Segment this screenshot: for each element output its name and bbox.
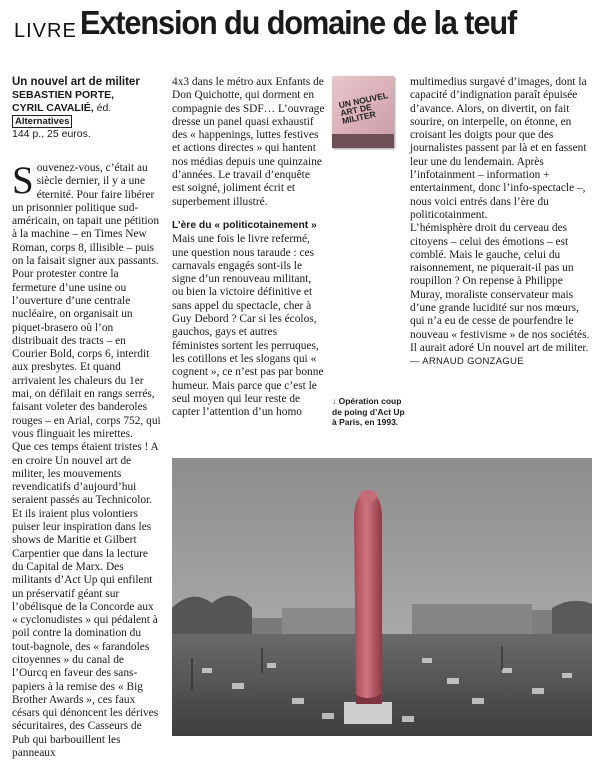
article-column-2 [172, 76, 325, 419]
article-column-3 [410, 76, 592, 369]
editor-abbr: éd. [96, 102, 112, 115]
publisher: Alternatives [12, 115, 72, 128]
author-2: CYRIL CAVALIÉ, [12, 102, 94, 115]
condom-tip [359, 490, 377, 502]
book-cover-image [332, 76, 394, 148]
book-title: Un nouvel art de militer [12, 76, 140, 88]
book-pages-price: 144 p., 25 euros. [12, 128, 91, 141]
headline: Extension du domaine de la teuf [80, 4, 517, 41]
paragraph-4: Mais une fois le livre refermé, une question nous taraude : ces carnavals engagés sont-ils le signe d’un renouveau militant, ou bien la victoire définitive et sans appel du spectacle, cher à Guy Debord ? Car si les écolos, gauchos, gays et autres féministes sortent les perruques, les cotillons et les slogans qui « cognent », ce n’est pas par bonne humeur. Mais parce que c’est le seul moyen qui leur reste de capter l’attention d’un homo [172, 233, 324, 419]
article-header [14, 4, 594, 50]
obelisk-pedestal [344, 702, 392, 724]
cover-strip [332, 134, 394, 148]
subhead: L’ère du « politicotainement » [172, 219, 317, 231]
author-1: SEBASTIEN PORTE, [12, 89, 115, 102]
giant-condom [354, 492, 382, 704]
signature: — ARNAUD GONZAGUE [410, 356, 524, 368]
concorde-photo [172, 458, 592, 736]
trees-right [552, 601, 592, 638]
paragraph-3: 4x3 dans le métro aux Enfants de Don Quichotte, qui dorment en compagnie des SDF… L’ouvrage dresse un panel quasi exhaustif des « happenings, luttes festives et actions directes » qui hantent nos médias depuis une quinzaine d’années. Le travail d’enquête est soigné, joliment écrit et superbement illustré. [172, 76, 325, 208]
book-authors [12, 89, 162, 128]
paragraph-5: multimedius surgavé d’images, dont la capacité d’indignation paraît épuisée d’avance. Alors, on divertit, on fait sourire, on interpelle, on étonne, en croisant les doigts pour que des journalistes passent par là et en fassent leur une du lendemain. Après l’infotainment – information + entertainment, donc l’info-spectacle –, nous voici entrés dans l’ère du politicotainment. [410, 76, 587, 221]
dropcap: S [12, 159, 34, 202]
rubric-label: LIVRE [14, 20, 77, 42]
article-column-1 [12, 159, 162, 760]
paragraph-2: Que ces temps étaient tristes ! A en croire Un nouvel art de militer, les mouvements revendicatifs d’aujourd’hui seraient passés au Technicolor. Et ils iraient plus volontiers puiser leur inspiration dans les shows de Maritie et Gilbert Carpentier que dans la lecture du Capital de Marx. Des militants d’Act Up qui enfilent un préservatif géant sur l’obélisque de la Concorde aux « cyclonudistes » qui pédalent à poil contre la domination du tout-bagnole, des « farandoles citoyennes » du canal de l’Ourcq en faveur des sans-papiers à la remise des « Big Brother Awards », ces faux césars qui dénoncent les dérives sécuritaires, des Casseurs de Pub qui barbouillent les panneaux [12, 441, 159, 760]
book-info [12, 76, 162, 141]
paragraph-1: Souvenez-vous, c’était au siècle dernier, il y a une éternité. Pour faire libérer un prisonnier politique sud-américain, on tapait une pétition à la machine – en Times New Roman, corps 8, illisible – puis on la faisait signer aux passants. Pour protester contre la fermeture d’une usine ou l’ouverture d’une centrale nucléaire, on organisait un piquet-brasero où l’on distribuait des tracts – en Courier Bold, corps 6, interdit aux presbytes. Et quand arrivaient les chaleurs du 1er mai, on défilait en rangs serrés, faisant voleter des banderoles rouges – en Arial, corps 752, qui vous flinguait les mirettes. [12, 159, 161, 440]
cover-title: UN NOUVEL ART DE MILITER [337, 90, 389, 126]
paragraph-6: L’hémisphère droit du cerveau des citoyens – celui des émotions – est comblé. Mais le gauche, celui du raisonnement, ne piquerait-il pas un roupillon ? On repense à Philippe Muray, moraliste conservateur mais d’une grande lucidité sur nos mœurs, qui n’a eu de cesse de pourfendre le nouveau « festivisme » de nos sociétés. Il aurait adoré Un nouvel art de militer. — ARNAUD GONZAGUE [410, 222, 590, 368]
photo-caption: ↓ Opération coup de poing d’Act Up à Paris, en 1993. [332, 396, 405, 427]
